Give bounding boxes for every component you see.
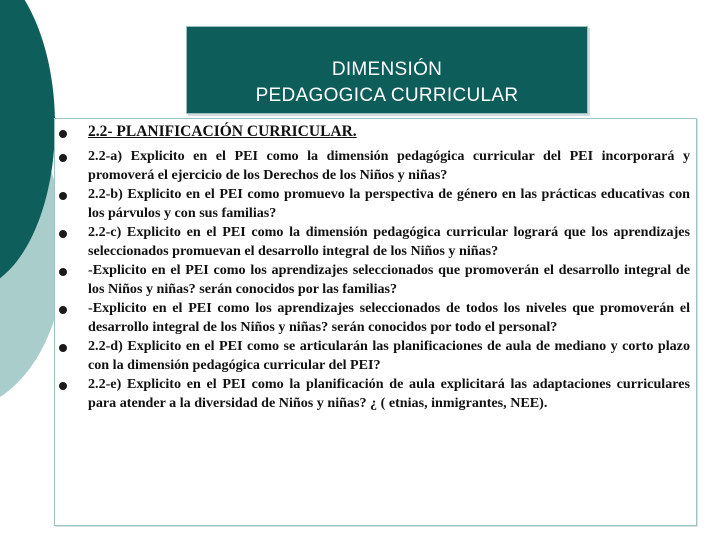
bullet-icon xyxy=(59,230,67,238)
heading-text: 2.2- PLANIFICACIÓN CURRICULAR. xyxy=(88,123,357,140)
bullet-icon xyxy=(59,192,67,200)
slide-title xyxy=(187,57,587,109)
title-box xyxy=(186,26,588,114)
list-item-text: 2.2-e) Explicito en el PEI como la planificación de aula explicitará las adaptaciones curriculares para atender a la diversidad de Niños y niñas? ¿ ( etnias, inmigrantes, NEE). xyxy=(88,376,690,411)
list-item xyxy=(57,261,690,299)
list-item-text: -Explicito en el PEI como los aprendizajes seleccionados de todos los niveles que promoverán el desarrollo integral de los Niños y niñas? serán conocidos por todo el personal? xyxy=(88,300,690,335)
list-item xyxy=(57,185,690,223)
bullet-icon xyxy=(59,306,67,314)
bullet-list xyxy=(57,121,690,413)
list-item-text: 2.2-a) Explicito en el PEI como la dimensión pedagógica curricular del PEI incorporará y promoverá el ejercicio de los Derechos de los Niños y niñas? xyxy=(88,148,690,183)
list-item xyxy=(57,375,690,413)
list-heading xyxy=(57,121,690,143)
bullet-icon xyxy=(59,130,67,138)
title-line-2: PEDAGOGICA CURRICULAR xyxy=(255,85,519,106)
list-item-text: -Explicito en el PEI como los aprendizajes seleccionados que promoverán el desarrollo integral de los Niños y niñas? serán conocidos por las familias? xyxy=(88,262,690,297)
list-item xyxy=(57,147,690,185)
bullet-icon xyxy=(59,382,67,390)
list-item xyxy=(57,299,690,337)
list-item xyxy=(57,223,690,261)
list-item-text: 2.2-d) Explicito en el PEI como se articularán las planificaciones de aula de mediano y corto plazo con la dimensión pedagógica curricular del PEI? xyxy=(88,338,690,373)
list-item-text: 2.2-c) Explicito en el PEI como la dimensión pedagógica curricular logrará que los aprendizajes seleccionados promuevan el desarrollo integral de los Niños y niñas? xyxy=(88,224,690,259)
bullet-icon xyxy=(59,344,67,352)
bullet-icon xyxy=(59,268,67,276)
title-line-1: DIMENSIÓN xyxy=(331,59,443,80)
list-item xyxy=(57,337,690,375)
bullet-icon xyxy=(59,154,67,162)
list-item-text: 2.2-b) Explicito en el PEI como promuevo la perspectiva de género en las prácticas educativas con los párvulos y con sus familias? xyxy=(88,186,690,221)
